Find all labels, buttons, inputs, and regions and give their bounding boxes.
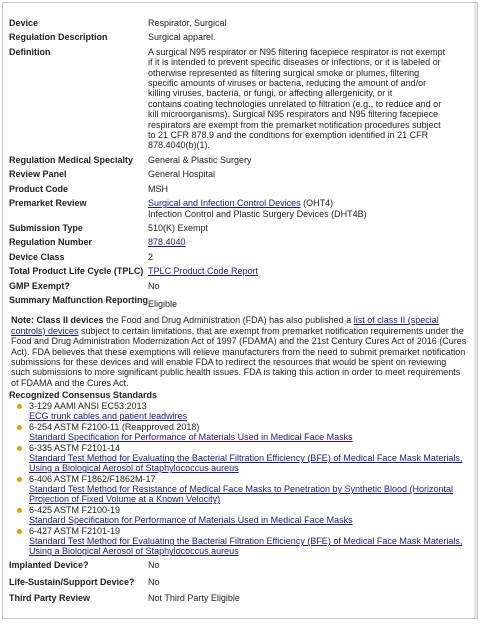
- note-prefix: Note:: [11, 315, 34, 326]
- gmp-exempt-label: GMP Exempt?: [9, 280, 70, 291]
- regulation-description-label: Regulation Description: [9, 32, 108, 43]
- definition-value: [148, 46, 467, 153]
- list-item: [29, 526, 467, 556]
- regulation-description-value: Surgical apparel.: [148, 32, 216, 43]
- premarket-review-value: [148, 197, 467, 221]
- standard-code: 6-254 ASTM F2100-11 (Reapproved 2018): [29, 422, 200, 433]
- third-party-review-value: Not Third Party Eligible: [148, 593, 240, 603]
- definition-line: 878.4040(b)(1).: [148, 140, 211, 151]
- list-item: [29, 422, 467, 442]
- definition-line: A surgical N95 respirator or N95 filtering facepiece respirator is not exempt: [148, 46, 446, 57]
- device-flags-table: [9, 559, 467, 605]
- life-sustain-label: Life-Sustain/Support Device?: [9, 576, 135, 587]
- list-item: [29, 401, 467, 421]
- implanted-device-value: No: [148, 560, 160, 571]
- regulation-number-label: Regulation Number: [9, 237, 93, 248]
- premarket-review-line1: [148, 198, 467, 208]
- standard-code: 6-406 ASTM F1862/F1862M-17: [29, 474, 156, 485]
- standard-title-link[interactable]: Standard Specification for Performance of Materials Used in Medical Face Masks: [29, 515, 353, 526]
- device-details-table: [9, 17, 467, 311]
- summary-malfunction-label: Summary Malfunction Reporting: [9, 294, 149, 305]
- standard-title-link[interactable]: Standard Test Method for Resistance of Medical Face Masks to Penetration by Synthetic Blood (Horizontal Projection of Fixed Volume at a Known Velocity): [29, 484, 454, 505]
- product-code-label: Product Code: [9, 183, 69, 194]
- definition-line: to 21 CFR 878.9 and the conditions for exemption identified in 21 CFR: [148, 130, 429, 141]
- product-code-value: MSH: [148, 183, 168, 194]
- gmp-exempt-value: No: [148, 280, 160, 291]
- tplc-label: Total Product Life Cycle (TPLC): [9, 266, 144, 277]
- third-party-review-label: Third Party Review: [9, 593, 91, 603]
- device-class-label: Device Class: [9, 251, 65, 262]
- standard-code: 6-427 ASTM F2101-19: [29, 526, 121, 537]
- review-panel-label: Review Panel: [9, 169, 67, 180]
- note-text-1: the Food and Drug Administration (FDA) has also published a: [103, 315, 354, 326]
- regulation-number-link[interactable]: 878.4040: [148, 237, 186, 248]
- standard-title-link[interactable]: ECG trunk cables and patient leadwires: [29, 411, 188, 422]
- list-item: [29, 443, 467, 473]
- standards-heading: Recognized Consensus Standards: [9, 390, 158, 401]
- premarket-review-link[interactable]: Surgical and Infection Control Devices: [148, 198, 301, 209]
- review-panel-value: General Hospital: [148, 169, 216, 180]
- standards-list: [9, 401, 467, 556]
- standard-title-link[interactable]: Standard Test Method for Evaluating the Bacterial Filtration Efficiency (BFE) of Medical Face Mask Materials, Using a Biological Aerosol of Staphylococcus aureus: [29, 453, 463, 474]
- tplc-value: [148, 265, 467, 278]
- device-class-value: 2: [148, 251, 154, 262]
- premarket-review-line2: Infection Control and Plastic Surgery Devices (DHT4B): [148, 208, 367, 219]
- standard-title-link[interactable]: Standard Specification for Performance of Materials Used in Medical Face Masks: [29, 432, 353, 443]
- definition-line: specific amounts of viruses or bacteria, reducing the amount of and/or: [148, 78, 427, 89]
- submission-type-value: 510(K) Exempt: [148, 222, 209, 233]
- standard-code: 6-335 ASTM F2101-14: [29, 443, 121, 454]
- implanted-device-label: Implanted Device?: [9, 560, 89, 571]
- device-label: Device: [9, 18, 39, 28]
- premarket-review-label: Premarket Review: [9, 198, 87, 209]
- scrollbar[interactable]: [474, 3, 477, 618]
- list-item: [29, 474, 467, 504]
- definition-line: contains coating technologies unrelated to filtration (e.g., to reduce and or: [148, 98, 442, 109]
- class-ii-exempt-list-link[interactable]: list of class II (special controls) devices: [11, 315, 439, 336]
- regulation-number-value: [148, 236, 467, 249]
- list-item: [29, 505, 467, 525]
- device-value: Respirator, Surgical: [148, 18, 227, 28]
- standard-code: 6-425 ASTM F2100-19: [29, 505, 121, 516]
- medical-specialty-label: Regulation Medical Specialty: [9, 154, 134, 165]
- note-text-2: subject to certain limitations, that are exempt from premarket notification requirements under the Food and Drug Administration Modernization Act of 1997 (FDAMA) and the 21st Century Cures Act of 2016 (Cures Act). FDA believes that these exemptions will relieve manufacturers from the need to submit premarket notification submissions for these devices and will enable FDA to redirect the resources that would be spent on reviewing such submissions to more significant public health issues. FDA is taking this action in order to meet requirements of FDAMA and the Cures Act.: [11, 325, 467, 388]
- definition-label: Definition: [9, 46, 51, 57]
- device-classification-panel: [2, 2, 478, 619]
- definition-line: killing viruses, bacteria, or fungi, or affecting allergenicity, or it: [148, 88, 393, 99]
- medical-specialty-value: General & Plastic Surgery: [148, 154, 252, 165]
- standard-code: 3-129 AAMI ANSI EC53:2013: [29, 401, 147, 412]
- definition-line: respirators are exempt from the premarket notification procedures subject: [148, 119, 441, 130]
- standard-title-link[interactable]: Standard Test Method for Evaluating the Bacterial Filtration Efficiency (BFE) of Medical Face Mask Materials, Using a Biological Aerosol of Staphylococcus aureus: [29, 536, 463, 557]
- note-bold: Class II devices: [36, 315, 104, 326]
- life-sustain-value: No: [148, 576, 160, 587]
- class-ii-note: [9, 315, 467, 388]
- definition-line: kill microorganisms). Surgical N95 respirators and N95 filtering facepiece: [148, 109, 439, 120]
- submission-type-label: Submission Type: [9, 222, 83, 233]
- premarket-review-suffix: (OHT4): [300, 198, 334, 209]
- definition-line: otherwise represented as filtering surgical smoke or plumes, filtering: [148, 67, 420, 78]
- summary-malfunction-value: Eligible: [148, 298, 178, 309]
- tplc-report-link[interactable]: TPLC Product Code Report: [148, 266, 259, 277]
- definition-line: if it is intended to prevent specific diseases or infections, or it is labeled or: [148, 57, 441, 68]
